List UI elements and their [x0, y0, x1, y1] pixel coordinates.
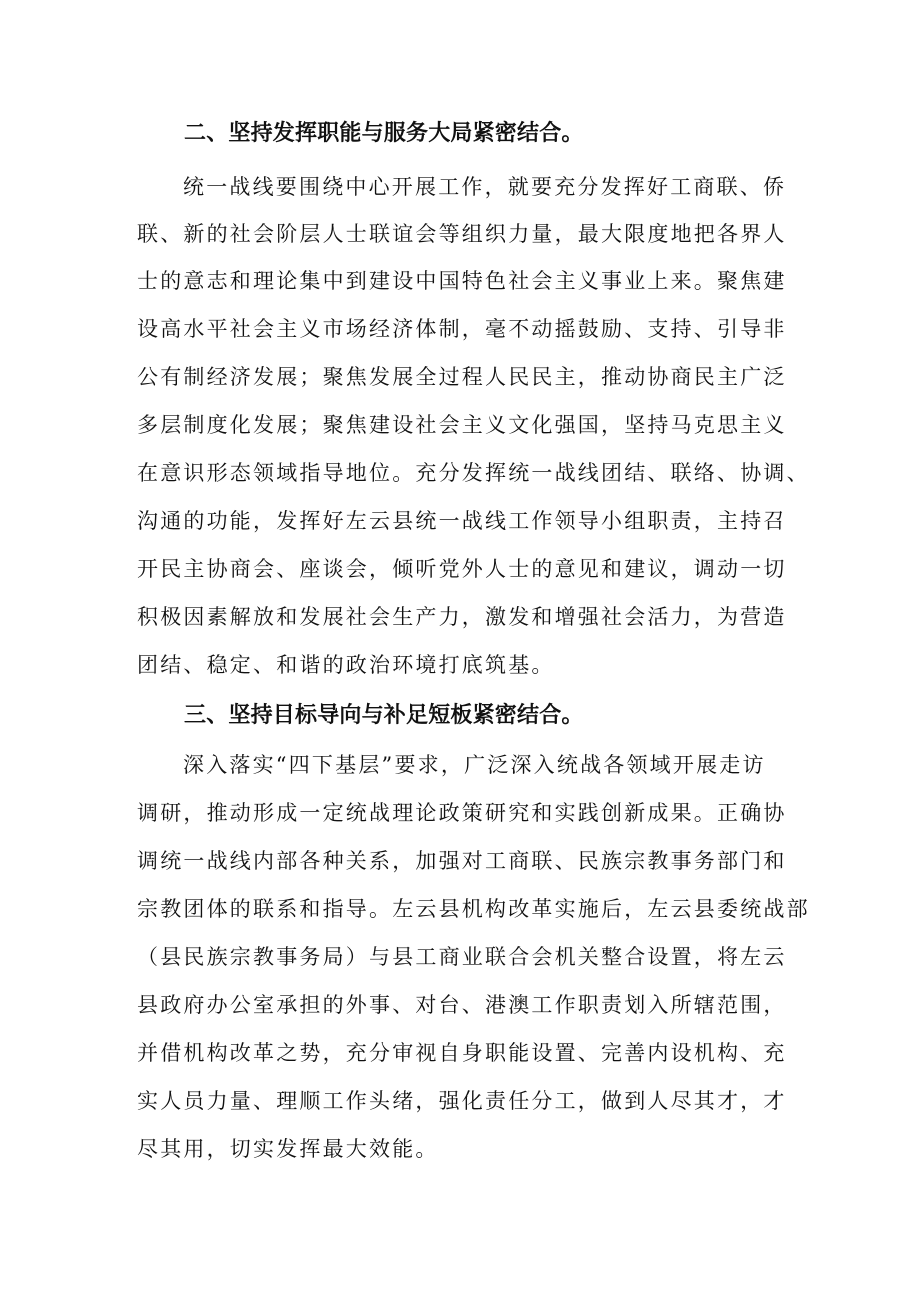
section-2-line-3: 士的意志和理论集中到建设中国特色社会主义事业上来。聚焦建: [137, 269, 787, 293]
section-3-line-7: 并借机构改革之势，充分审视自身职能设置、完善内设机构、充: [137, 1041, 787, 1065]
section-2-line-5: 公有制经济发展；聚焦发展全过程人民民主，推动协商民主广泛: [137, 365, 787, 389]
section-2-line-6: 多层制度化发展；聚焦建设社会主义文化强国，坚持马克思主义: [137, 413, 787, 437]
section-2-line-8: 沟通的功能，发挥好左云县统一战线工作领导小组职责，主持召: [137, 509, 787, 533]
section-3-line-4: 宗教团体的联系和指导。左云县机构改革实施后，左云县委统战部: [137, 897, 810, 921]
section-2-line-4: 设高水平社会主义市场经济体制，毫不动摇鼓励、支持、引导非: [137, 317, 787, 341]
section-3-line-6: 县政府办公室承担的外事、对台、港澳工作职责划入所辖范围，: [137, 993, 787, 1017]
section-3-heading: 三、坚持目标导向与补足短板紧密结合。: [184, 703, 584, 728]
section-2-line-1: 统一战线要围绕中心开展工作，就要充分发挥好工商联、侨: [183, 175, 787, 199]
section-2-heading: 二、坚持发挥职能与服务大局紧密结合。: [184, 121, 584, 146]
section-2-line-7: 在意识形态领域指导地位。充分发挥统一战线团结、联络、协调、: [137, 461, 810, 485]
section-3-line-5: （县民族宗教事务局）与县工商业联合会机关整合设置，将左云: [137, 945, 787, 969]
section-3-line-9: 尽其用，切实发挥最大效能。: [137, 1137, 439, 1161]
section-3-line-1: 深入落实“四下基层”要求，广泛深入统战各领域开展走访: [183, 753, 766, 777]
section-2-line-10: 积极因素解放和发展社会生产力，激发和增强社会活力，为营造: [137, 605, 787, 629]
section-2-line-11: 团结、稳定、和谐的政治环境打底筑基。: [137, 653, 555, 677]
section-2-line-9: 开民主协商会、座谈会，倾听党外人士的意见和建议，调动一切: [137, 557, 787, 581]
section-3-line-3: 调统一战线内部各种关系，加强对工商联、民族宗教事务部门和: [137, 849, 787, 873]
section-2-line-2: 联、新的社会阶层人士联谊会等组织力量，最大限度地把各界人: [137, 222, 787, 246]
section-3-line-2: 调研，推动形成一定统战理论政策研究和实践创新成果。正确协: [137, 801, 787, 825]
section-3-line-8: 实人员力量、理顺工作头绪，强化责任分工，做到人尽其才，才: [137, 1089, 787, 1113]
